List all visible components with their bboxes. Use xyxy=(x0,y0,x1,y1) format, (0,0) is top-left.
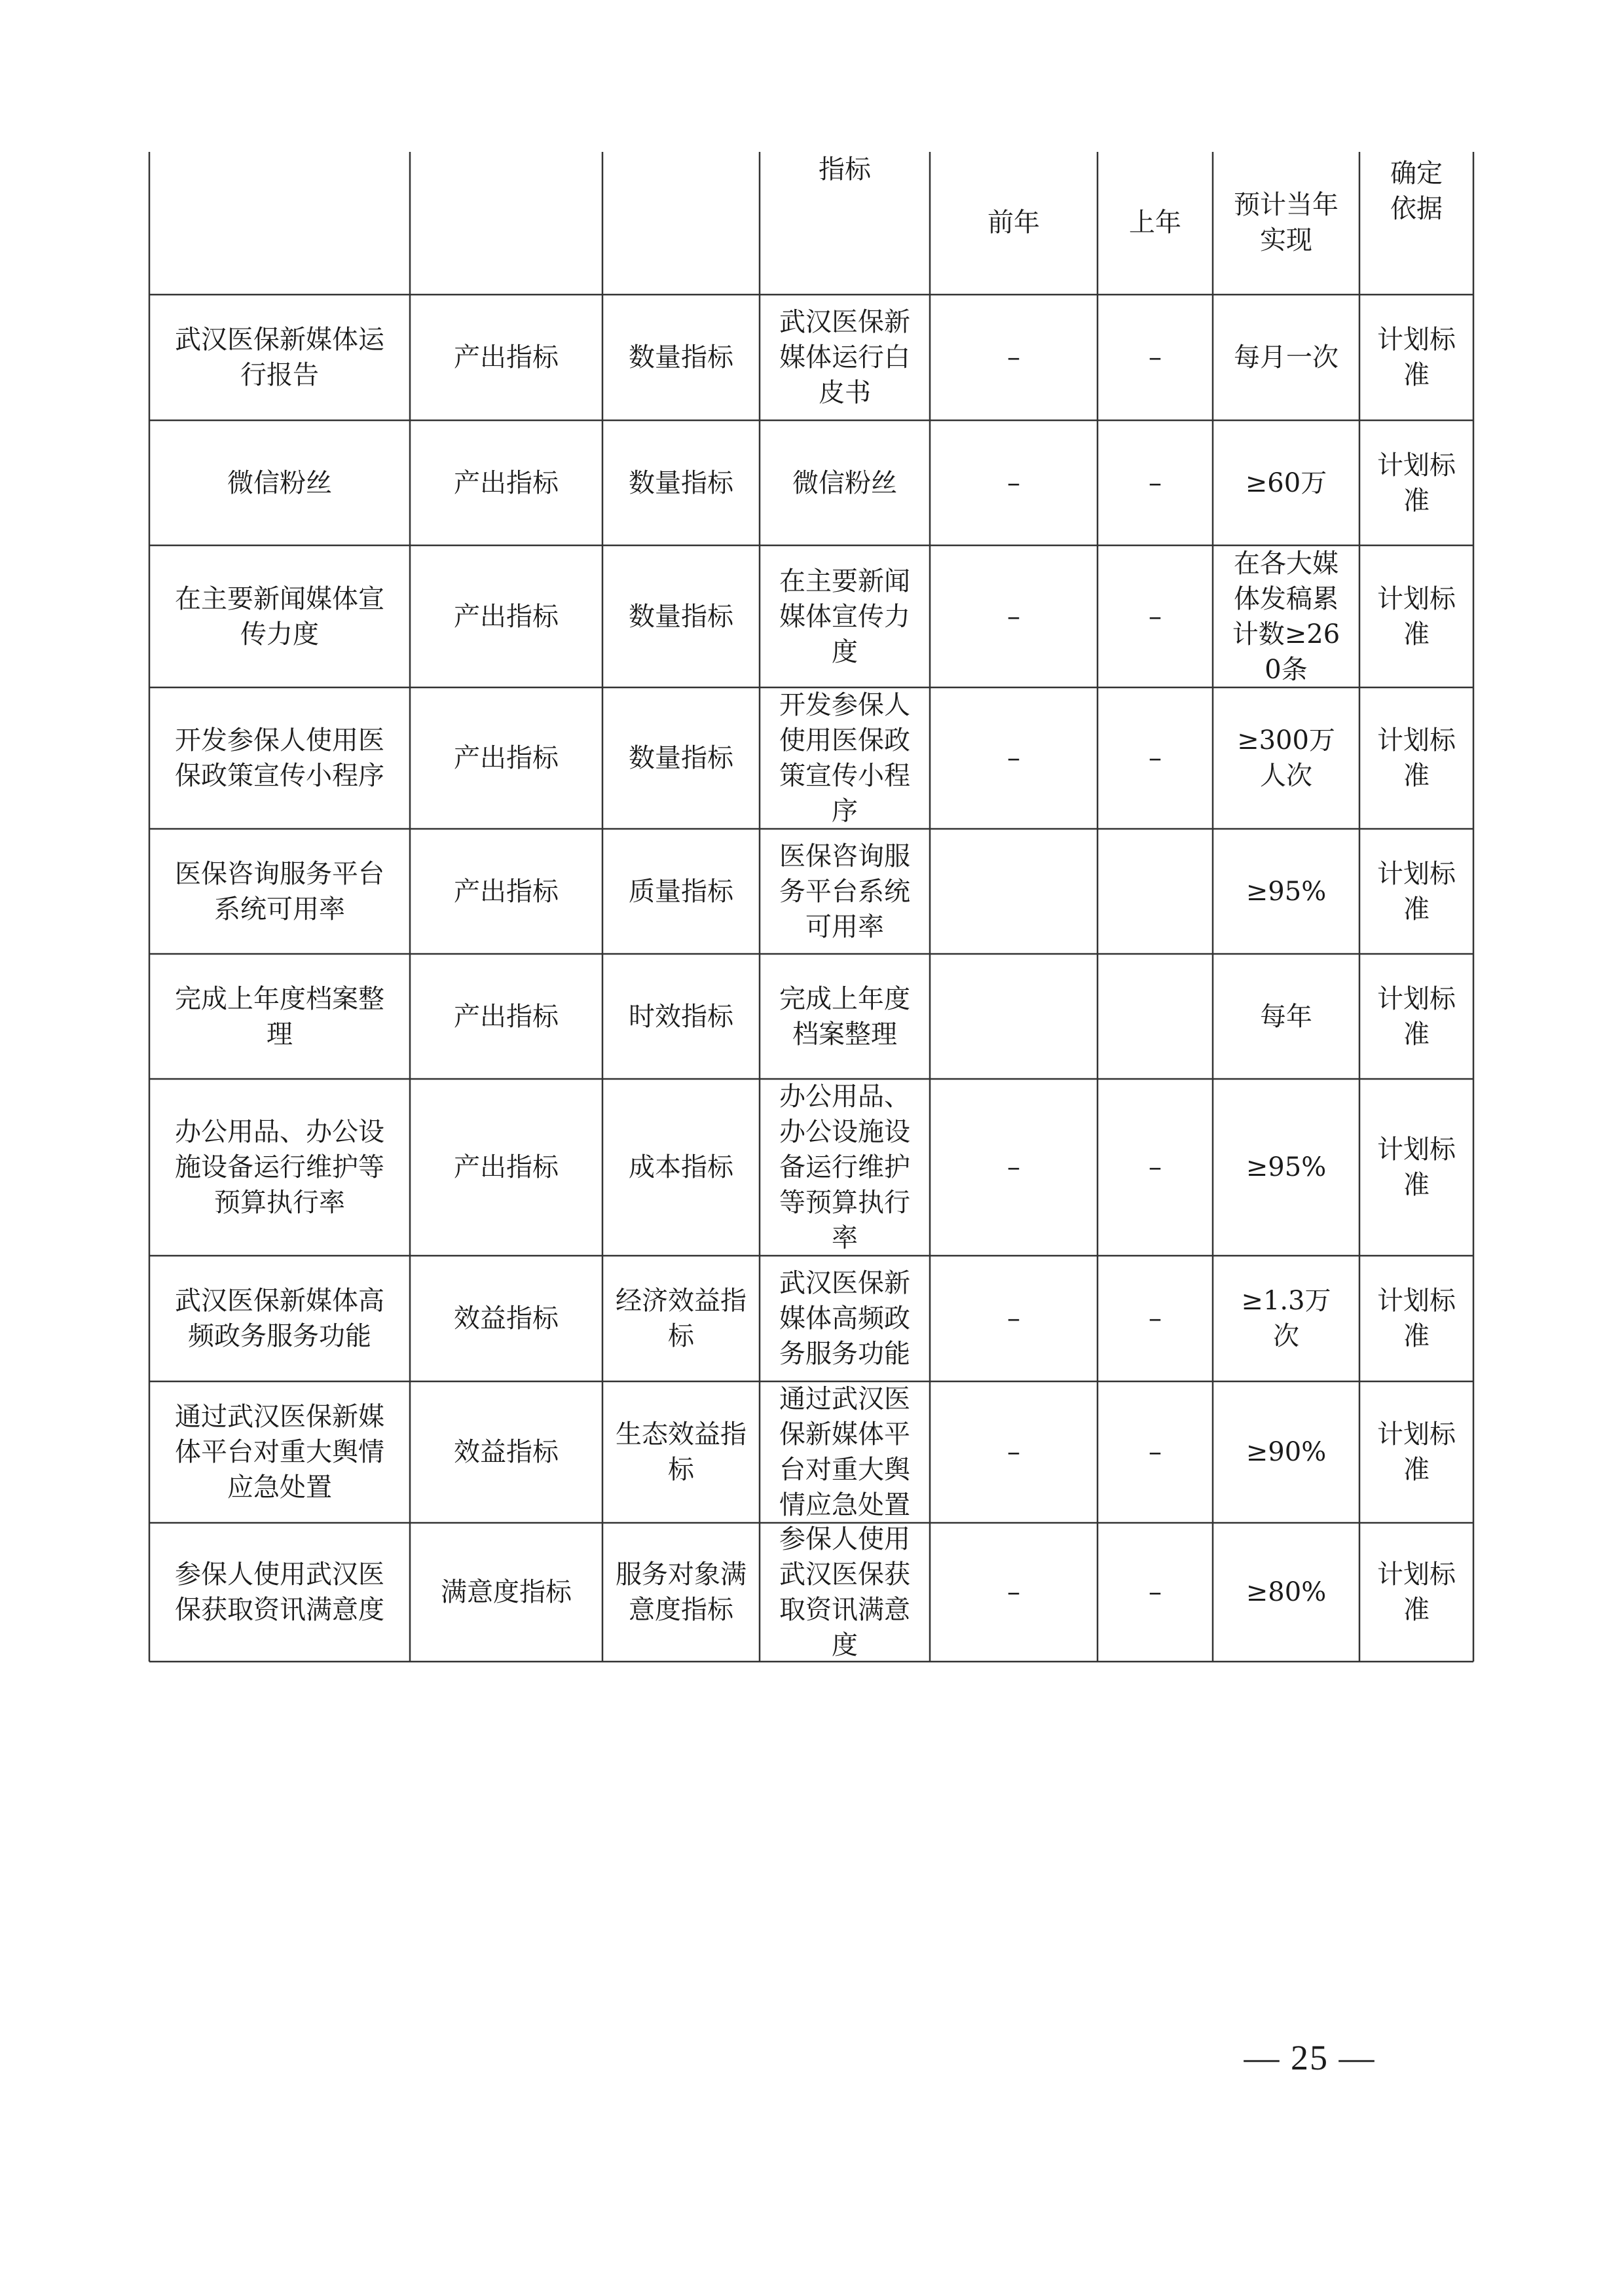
cell-last-year: – xyxy=(1149,342,1162,373)
cell-project: 通过武汉医保新媒体平台对重大舆情应急处置 xyxy=(175,1402,384,1503)
header-prev-year: 前年 xyxy=(987,208,1040,238)
cell-indicator: 开发参保人使用医保政策宣传小程序 xyxy=(779,690,910,826)
cell-indicator: 完成上年度档案整理 xyxy=(779,983,910,1049)
cell-last-year: – xyxy=(1149,467,1162,498)
cell-prev-year xyxy=(930,954,1098,1079)
cell-prev-year: – xyxy=(1007,1303,1020,1334)
cell-indicator: 参保人使用武汉医保获取资讯满意度 xyxy=(779,1524,910,1660)
cell-project: 微信粉丝 xyxy=(227,467,332,498)
cell-expected: 每月一次 xyxy=(1234,342,1338,373)
cell-project: 开发参保人使用医保政策宣传小程序 xyxy=(175,725,384,791)
cell-indicator: 武汉医保新媒体高频政务服务功能 xyxy=(779,1268,910,1369)
cell-expected: ≥90% xyxy=(1246,1437,1327,1467)
cell-level1: 产出指标 xyxy=(454,342,559,373)
cell-last-year: – xyxy=(1149,1303,1162,1334)
cell-project: 医保咨询服务平台系统可用率 xyxy=(175,858,384,924)
cell-expected: ≥1.3万次 xyxy=(1241,1286,1331,1351)
cell-expected: 每年 xyxy=(1260,1001,1312,1032)
cell-project: 参保人使用武汉医保获取资讯满意度 xyxy=(175,1559,384,1625)
cell-level1: 产出指标 xyxy=(454,876,559,907)
header-indicator: 指标 xyxy=(819,155,871,185)
cell-level1: 效益指标 xyxy=(454,1437,559,1467)
cell-level2: 时效指标 xyxy=(629,1001,733,1032)
cell-level1: 产出指标 xyxy=(454,743,559,773)
cell-project: 武汉医保新媒体运行报告 xyxy=(175,325,384,390)
cell-level2: 经济效益指标 xyxy=(616,1286,747,1351)
cell-level1: 效益指标 xyxy=(454,1303,559,1334)
cell-last-year: – xyxy=(1149,1152,1162,1182)
cell-basis: 计划标准 xyxy=(1377,450,1456,516)
cell-level1: 产出指标 xyxy=(454,601,559,632)
cell-level1: 产出指标 xyxy=(454,1152,559,1182)
cell-level2: 数量指标 xyxy=(629,743,733,773)
cell-basis: 计划标准 xyxy=(1377,1419,1456,1485)
cell-level2: 生态效益指标 xyxy=(616,1419,747,1485)
cell-prev-year: – xyxy=(1007,342,1020,373)
cell-prev-year: – xyxy=(1007,1437,1020,1467)
cell-last-year xyxy=(1098,954,1213,1079)
cell-expected: 在各大媒体发稿累计数≥260条 xyxy=(1232,548,1340,685)
cell-project: 武汉医保新媒体高频政务服务功能 xyxy=(175,1286,384,1351)
cell-basis: 计划标准 xyxy=(1377,983,1456,1049)
cell-level1: 满意度指标 xyxy=(441,1577,572,1607)
cell-indicator: 办公用品、办公设施设备运行维护等预算执行率 xyxy=(779,1082,910,1253)
cell-last-year: – xyxy=(1149,743,1162,773)
cell-prev-year: – xyxy=(1007,1152,1020,1182)
cell-expected: ≥300万人次 xyxy=(1237,725,1335,791)
cell-last-year: – xyxy=(1149,601,1162,632)
cell-prev-year xyxy=(930,829,1098,954)
cell-basis: 计划标准 xyxy=(1377,858,1456,924)
cell-indicator: 通过武汉医保新媒体平台对重大舆情应急处置 xyxy=(779,1384,910,1520)
cell-expected: ≥60万 xyxy=(1245,467,1327,498)
cell-prev-year: – xyxy=(1007,743,1020,773)
cell-level2: 数量指标 xyxy=(629,467,733,498)
cell-last-year: – xyxy=(1149,1577,1162,1607)
cell-basis: 计划标准 xyxy=(1377,1559,1456,1625)
cell-indicator: 微信粉丝 xyxy=(792,467,897,498)
cell-last-year xyxy=(1098,829,1213,954)
cell-indicator: 在主要新闻媒体宣传力度 xyxy=(779,566,910,667)
cell-prev-year: – xyxy=(1007,1577,1020,1607)
cell-prev-year: – xyxy=(1007,601,1020,632)
cell-expected: ≥95% xyxy=(1246,1152,1327,1182)
header-expected: 预计当年实现 xyxy=(1234,190,1338,255)
cell-prev-year: – xyxy=(1007,467,1020,498)
cell-basis: 计划标准 xyxy=(1377,325,1456,390)
cell-basis: 计划标准 xyxy=(1377,1135,1456,1200)
cell-project: 完成上年度档案整理 xyxy=(175,983,384,1049)
header-last-year: 上年 xyxy=(1129,208,1181,238)
cell-expected: ≥80% xyxy=(1246,1577,1327,1607)
cell-indicator: 医保咨询服务平台系统可用率 xyxy=(779,841,910,942)
cell-level2: 质量指标 xyxy=(629,876,733,907)
cell-last-year: – xyxy=(1149,1437,1162,1467)
cell-level1: 产出指标 xyxy=(454,467,559,498)
page-number: — 25 — xyxy=(1244,2038,1376,2077)
cell-level2: 数量指标 xyxy=(629,601,733,632)
cell-project: 在主要新闻媒体宣传力度 xyxy=(175,583,384,649)
cell-level2: 数量指标 xyxy=(629,342,733,373)
cell-level1: 产出指标 xyxy=(454,1001,559,1032)
cell-expected: ≥95% xyxy=(1246,876,1327,907)
header-basis: 确定依据 xyxy=(1390,158,1443,224)
cell-basis: 计划标准 xyxy=(1377,583,1456,649)
cell-project: 办公用品、办公设施设备运行维护等预算执行率 xyxy=(175,1117,384,1218)
cell-level2: 服务对象满意度指标 xyxy=(616,1559,747,1625)
cell-basis: 计划标准 xyxy=(1377,1286,1456,1351)
cell-basis: 计划标准 xyxy=(1377,725,1456,791)
cell-level2: 成本指标 xyxy=(629,1152,733,1182)
cell-indicator: 武汉医保新媒体运行白皮书 xyxy=(779,307,910,408)
